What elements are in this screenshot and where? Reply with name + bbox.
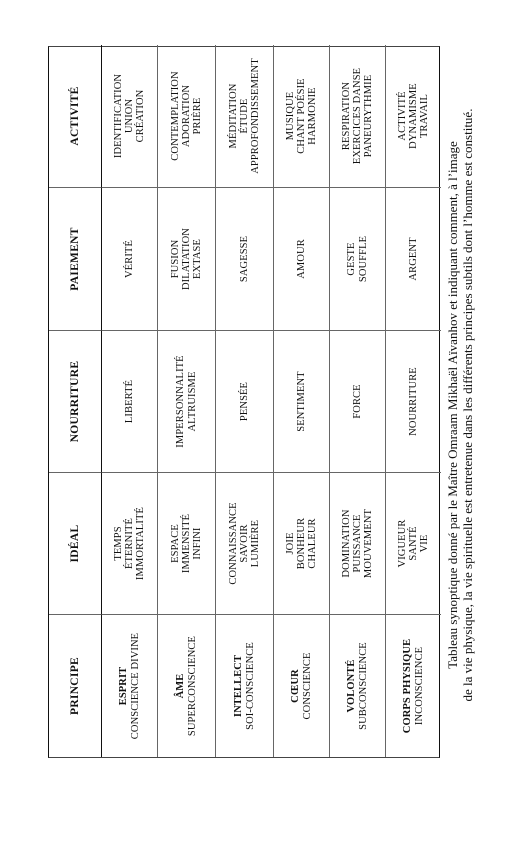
ideal-line: ÉTERNITÉ bbox=[123, 518, 135, 569]
activite-cell bbox=[329, 45, 385, 188]
activite-line: UNION bbox=[123, 98, 135, 134]
ideal-line: ESPACE bbox=[169, 524, 181, 563]
principe-cell bbox=[101, 615, 157, 757]
paiement-line: DILATATION bbox=[180, 228, 192, 290]
nourriture-line: LIBERTÉ bbox=[123, 379, 135, 424]
activite-line: APPROFONDISSEMENT bbox=[250, 58, 261, 174]
activite-line: PANEURYTHMIE bbox=[363, 74, 374, 158]
activite-line: RESPIRATION bbox=[340, 81, 352, 151]
activite-line: ÉTUDE bbox=[238, 98, 250, 134]
header-cell: PRINCIPE bbox=[68, 657, 81, 715]
nourriture-line: ALTRUISME bbox=[186, 371, 198, 432]
principe-title: ESPRIT bbox=[118, 666, 130, 706]
nourriture-line: SENTIMENT bbox=[295, 371, 307, 432]
paiement-line: EXTASE bbox=[192, 239, 203, 280]
activite-cell bbox=[101, 45, 157, 188]
caption-line-1: Tableau synoptique donné par le Maître Omraam Mikhaël Aïvanhov et indiquant comment, à l’image bbox=[445, 141, 460, 669]
table-caption bbox=[446, 20, 476, 790]
principe-title: VOLONTÉ bbox=[346, 659, 358, 713]
ideal-cell bbox=[329, 473, 385, 615]
paiement-line: GESTE bbox=[346, 242, 358, 276]
principe-subtitle: CONSCIENCE DIVINE bbox=[129, 632, 141, 740]
nourriture-cell bbox=[101, 331, 157, 473]
principe-cell bbox=[329, 615, 385, 757]
ideal-cell bbox=[101, 473, 157, 615]
paiement-cell bbox=[385, 188, 441, 331]
paiement-cell bbox=[157, 188, 215, 331]
paiement-line: SOUFFLE bbox=[357, 235, 369, 283]
activite-line: CHANT POÉSIE bbox=[295, 78, 307, 154]
ideal-line: TEMPS bbox=[112, 526, 124, 561]
principe-title: INTELLECT bbox=[233, 654, 245, 718]
nourriture-cell bbox=[157, 331, 215, 473]
activite-line: IDENTIFICATION bbox=[112, 73, 124, 159]
ideal-line: MOUVEMENT bbox=[363, 508, 374, 579]
ideal-line: CONNAISSANCE bbox=[227, 502, 239, 585]
principe-cell bbox=[273, 615, 329, 757]
activite-line: MÉDITATION bbox=[227, 83, 239, 149]
principe-subtitle: CONSCIENCE bbox=[301, 652, 313, 720]
nourriture-cell bbox=[329, 331, 385, 473]
nourriture-line: IMPERSONNALITÉ bbox=[175, 355, 187, 448]
activite-line: ACTIVITÉ bbox=[396, 91, 408, 141]
paiement-line: VÉRITÉ bbox=[123, 240, 135, 278]
ideal-cell bbox=[157, 473, 215, 615]
paiement-cell bbox=[215, 188, 273, 331]
ideal-line: PUISSANCE bbox=[351, 514, 363, 573]
principe-subtitle: SOI-CONSCIENCE bbox=[244, 642, 256, 730]
header-cell: IDÉAL bbox=[49, 473, 101, 615]
nourriture-cell bbox=[273, 331, 329, 473]
activite-line: CONTEMPLATION bbox=[169, 71, 181, 161]
ideal-cell bbox=[385, 473, 441, 615]
principe-subtitle: SUBCONSCIENCE bbox=[357, 642, 369, 730]
nourriture-cell bbox=[215, 331, 273, 473]
paiement-cell bbox=[273, 188, 329, 331]
activite-cell bbox=[215, 45, 273, 188]
header-cell: PAIEMENT bbox=[49, 188, 101, 331]
ideal-line: BONHEUR bbox=[295, 517, 307, 570]
ideal-cell bbox=[273, 473, 329, 615]
paiement-line: FUSION bbox=[169, 239, 181, 279]
principe-title: CŒUR bbox=[290, 669, 302, 703]
nourriture-cell bbox=[385, 331, 441, 473]
ideal-line: VIE bbox=[419, 534, 430, 553]
activite-cell bbox=[273, 45, 329, 188]
header-cell: ACTIVITÉ bbox=[49, 45, 101, 188]
principe-cell bbox=[215, 615, 273, 757]
nourriture-line: FORCE bbox=[351, 384, 363, 419]
paiement-line: AMOUR bbox=[295, 239, 307, 279]
principe-cell bbox=[157, 615, 215, 757]
activite-cell bbox=[157, 45, 215, 188]
ideal-line: INFINI bbox=[192, 527, 203, 560]
ideal-line: SAVOIR bbox=[238, 524, 250, 563]
activite-line: DYNAMISME bbox=[407, 83, 419, 149]
activite-line: EXERCICES DANSE bbox=[351, 67, 363, 165]
activite-line: MUSIQUE bbox=[284, 91, 296, 141]
header-cell: NOURRITURE bbox=[49, 331, 101, 473]
ideal-line: IMMORTALITÉ bbox=[135, 506, 146, 581]
principe-title: ÂME bbox=[175, 673, 187, 699]
activite-cell bbox=[385, 45, 441, 188]
paiement-line: ARGENT bbox=[407, 237, 419, 281]
synoptic-table bbox=[48, 46, 440, 758]
principe-subtitle: SUPERCONSCIENCE bbox=[186, 635, 198, 737]
activite-line: TRAVAIL bbox=[419, 93, 430, 139]
principe-subtitle: INCONSCIENCE bbox=[413, 646, 425, 726]
paiement-cell bbox=[329, 188, 385, 331]
activite-line: ADORATION bbox=[180, 84, 192, 148]
activite-line: PRIÈRE bbox=[192, 97, 203, 135]
ideal-line: LUMIÈRE bbox=[250, 519, 261, 568]
paiement-cell bbox=[101, 188, 157, 331]
ideal-line: CHALEUR bbox=[307, 518, 318, 569]
paiement-line: SAGESSE bbox=[238, 235, 250, 283]
ideal-line: JOIE bbox=[284, 532, 296, 555]
ideal-line: IMMENSITÉ bbox=[180, 513, 192, 574]
activite-line: HARMONIE bbox=[307, 87, 318, 145]
ideal-cell bbox=[215, 473, 273, 615]
caption-line-2: de la vie physique, la vie spirituelle est entretenue dans les différents principes subtils dont l’homme est constitué. bbox=[459, 108, 475, 702]
ideal-line: DOMINATION bbox=[340, 509, 352, 578]
principe-cell bbox=[385, 615, 441, 757]
ideal-line: SANTÉ bbox=[407, 526, 419, 561]
activite-line: CRÉATION bbox=[135, 89, 146, 143]
nourriture-line: PENSÉE bbox=[238, 381, 250, 422]
principe-title: CORPS PHYSIQUE bbox=[402, 638, 414, 734]
nourriture-line: NOURRITURE bbox=[407, 367, 419, 436]
ideal-line: VIGUEUR bbox=[396, 519, 408, 568]
